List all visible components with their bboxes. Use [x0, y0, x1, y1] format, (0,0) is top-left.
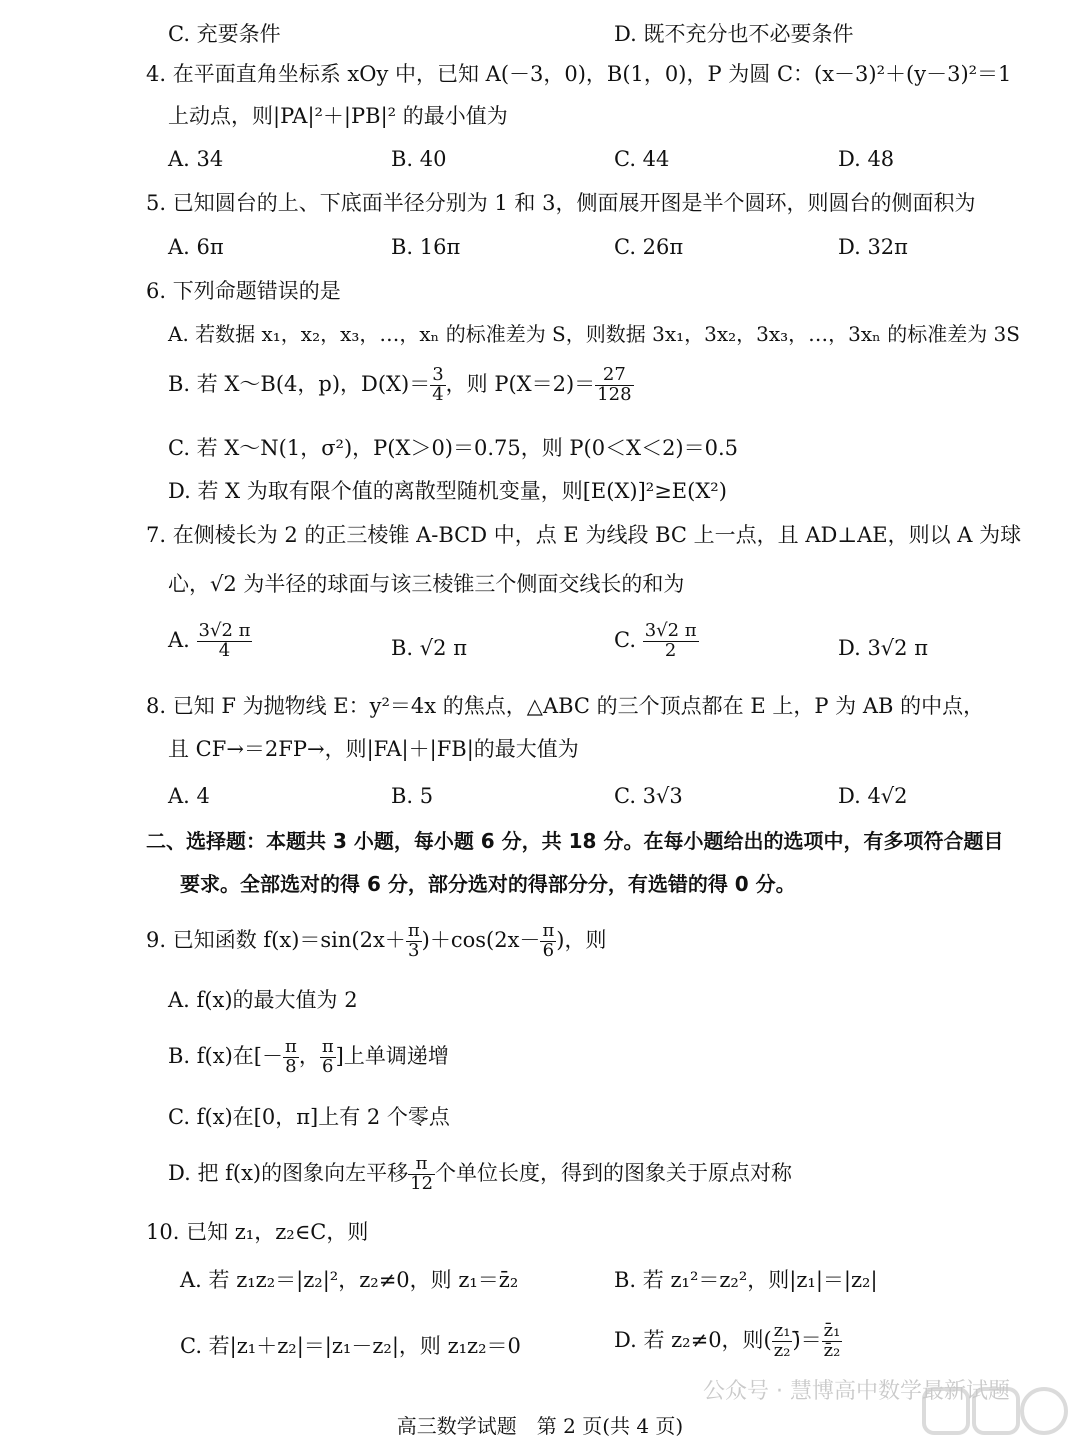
- q9-fraction-pi-8: [283, 1038, 299, 1077]
- section2-heading-line1: 二、选择题：本题共 3 小题，每小题 6 分，共 18 分。在每小题给出的选项中，有多项符合题目: [146, 829, 1004, 853]
- q4-option-d: D. 48: [838, 147, 895, 171]
- q5-option-a: A. 6π: [168, 235, 224, 259]
- q9-stem-mid: )＋cos(2x－: [421, 927, 541, 952]
- q8-option-b: B. 5: [391, 784, 434, 808]
- fraction-denominator: z₂: [773, 1339, 791, 1361]
- fraction-denominator: 8: [285, 1055, 297, 1077]
- fraction-denominator: 4: [432, 383, 444, 405]
- fraction-numerator: π: [284, 1036, 297, 1057]
- q4-option-b: B. 40: [391, 147, 447, 171]
- q6-fraction-3-4: [430, 366, 445, 405]
- q8-option-a: A. 4: [168, 784, 210, 808]
- q9-option-a: A. f(x)的最大值为 2: [168, 988, 358, 1012]
- q7-option-a: [168, 622, 252, 661]
- q4-stem-line2: 上动点，则|PA|²＋|PB|² 的最小值为: [168, 104, 508, 128]
- q5-option-b: B. 16π: [391, 235, 461, 259]
- fraction-numerator: 3√2 π: [198, 620, 251, 641]
- fraction-denominator: 3: [408, 939, 420, 961]
- q4-option-a: A. 34: [168, 147, 224, 171]
- q8-stem-line2: 且 CF→＝2FP→，则|FA|＋|FB|的最大值为: [168, 737, 579, 761]
- q6-fraction-27-128: [595, 366, 633, 405]
- q8-option-c: C. 3√3: [614, 784, 683, 808]
- q9-stem: [146, 922, 606, 961]
- q10-fraction-z1bar-z2bar: [822, 1322, 843, 1361]
- q6-option-b-mid: ，则 P(X＝2)＝: [445, 371, 596, 396]
- q10-option-a: A. 若 z₁z₂＝|z₂|²，z₂≠0，则 z₁＝z̄₂: [180, 1268, 519, 1292]
- q9-fraction-pi-6: [540, 922, 556, 961]
- fraction-denominator: 4: [218, 639, 231, 661]
- page-footer: 高三数学试题 第 2 页(共 4 页): [396, 1414, 684, 1438]
- watermark-text: 公众号 · 慧博高中数学最新试题: [703, 1379, 1010, 1404]
- fraction-denominator: 6: [322, 1055, 334, 1077]
- q9-option-b-post: ]上单调递增: [335, 1043, 449, 1068]
- q4-option-c: C. 44: [614, 147, 670, 171]
- option-letter: A.: [168, 627, 190, 652]
- fraction-numerator: z₁: [773, 1320, 791, 1341]
- q8-stem-line1: 8. 已知 F 为抛物线 E：y²＝4x 的焦点，△ABC 的三个顶点都在 E 上，P 为 AB 的中点，: [146, 694, 985, 718]
- fraction-numerator: π: [321, 1036, 334, 1057]
- q7-stem-line1: 7. 在侧棱长为 2 的正三棱锥 A-BCD 中，点 E 为线段 BC 上一点，且 AD⊥AE，则以 A 为球: [146, 523, 1022, 547]
- fraction-numerator: π: [408, 1155, 435, 1175]
- q7-option-c-fraction: [643, 622, 699, 661]
- q9-option-d-pre: D. 把 f(x)的图象向左平移: [168, 1160, 409, 1185]
- q3-option-d: D. 既不充分也不必要条件: [614, 22, 854, 46]
- q5-option-c: C. 26π: [614, 235, 684, 259]
- q4-stem-line1: 4. 在平面直角坐标系 xOy 中，已知 A(－3，0)，B(1，0)，P 为圆 C：(x－3)²＋(y－3)²＝1: [146, 62, 1012, 86]
- fraction-denominator: 2: [664, 639, 677, 661]
- fraction-denominator: 128: [597, 383, 632, 405]
- fraction-numerator: π: [542, 920, 555, 941]
- fraction-denominator: 12: [410, 1172, 434, 1194]
- fraction-denominator: 6: [542, 939, 555, 961]
- q9-option-c: C. f(x)在[0，π]上有 2 个零点: [168, 1105, 450, 1129]
- q10-option-c: C. 若|z₁＋z₂|＝|z₁－z₂|，则 z₁z₂＝0: [180, 1334, 521, 1358]
- q10-option-d-mid: )̄＝: [792, 1327, 822, 1352]
- q10-option-d-pre: D. 若 z₂≠0，则(: [614, 1327, 772, 1352]
- q6-option-d: D. 若 X 为取有限个值的离散型随机变量，则[E(X)]²≥E(X²): [168, 479, 727, 503]
- q10-option-d: [614, 1322, 842, 1361]
- q10-stem: 10. 已知 z₁，z₂∈C，则: [146, 1220, 369, 1244]
- q6-option-c: C. 若 X～N(1，σ²)，P(X＞0)＝0.75，则 P(0＜X＜2)＝0.5: [168, 436, 739, 460]
- q6-option-b: [168, 366, 634, 405]
- q7-option-c: [614, 622, 699, 661]
- option-letter: C.: [614, 627, 636, 652]
- q10-option-b: B. 若 z₁²＝z₂²，则|z₁|＝|z₂|: [614, 1268, 878, 1292]
- q7-option-a-fraction: [197, 622, 253, 661]
- fraction-numerator: 27: [595, 366, 633, 386]
- q9-fraction-pi-3: [406, 922, 422, 961]
- q9-option-d: [168, 1155, 792, 1194]
- q9-option-b-pre: B. f(x)在[－: [168, 1043, 283, 1068]
- q6-option-b-pre: B. 若 X～B(4，p)，D(X)＝: [168, 371, 431, 396]
- q9-stem-post: )，则: [556, 927, 607, 952]
- q10-fraction-z1-z2: [772, 1322, 793, 1361]
- q7-option-b: B. √2 π: [391, 636, 468, 660]
- q9-option-b-mid: ，: [298, 1043, 320, 1068]
- q7-stem-line2: 心，√2 为半径的球面与该三棱锥三个侧面交线长的和为: [168, 572, 685, 596]
- q6-stem: 6. 下列命题错误的是: [146, 279, 341, 303]
- q9-stem-pre: 9. 已知函数 f(x)＝sin(2x＋: [146, 927, 406, 952]
- q6-option-a: A. 若数据 x₁，x₂，x₃，…，xₙ 的标准差为 S，则数据 3x₁，3x₂，3x₃，…，3xₙ 的标准差为 3S: [168, 322, 1020, 346]
- q9-option-b: [168, 1038, 449, 1077]
- q9-fraction-pi-12: [408, 1155, 435, 1194]
- fraction-numerator: π: [407, 920, 420, 941]
- q3-option-c: C. 充要条件: [168, 22, 281, 46]
- q7-option-d: D. 3√2 π: [838, 636, 929, 660]
- fraction-numerator: z̄₁: [823, 1320, 841, 1341]
- fraction-denominator: z̄₂: [823, 1339, 841, 1361]
- q9-option-d-post: 个单位长度，得到的图象关于原点对称: [435, 1160, 793, 1185]
- q9-fraction-pi-6b: [320, 1038, 336, 1077]
- q5-stem: 5. 已知圆台的上、下底面半径分别为 1 和 3，侧面展开图是半个圆环，则圆台的侧面积为: [146, 191, 976, 215]
- section2-heading-line2: 要求。全部选对的得 6 分，部分选对的得部分分，有选错的得 0 分。: [180, 872, 796, 896]
- fraction-numerator: 3√2 π: [644, 620, 697, 641]
- q5-option-d: D. 32π: [838, 235, 908, 259]
- q8-option-d: D. 4√2: [838, 784, 908, 808]
- fraction-numerator: 3: [432, 364, 444, 385]
